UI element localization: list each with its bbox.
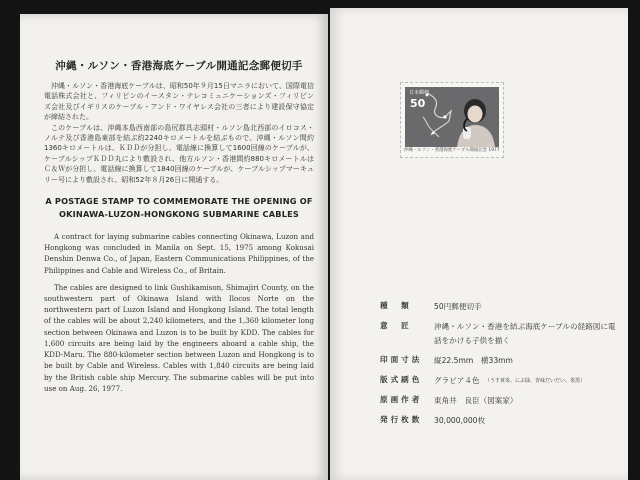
detail-key: 版式刷色 xyxy=(380,375,423,384)
jp-paragraph-2: このケーブルは、沖縄本島西南部の島尻郡具志頭村・ルソン島北西部のイロコス・ノルテ及び香港島東部を結ぶ約2240キロメートルを結ぶもので、沖縄・ルソン間約1360キロメートルは、ＫＤＤが分担し、電話線に換算して1600回線のケーブルが、ケーブルシップＫＤＤ丸により敷設され、他方ルソン・香港間約880キロメートルはＣ＆Ｗが分担し、電話線に換算して1840回線のケーブルが、ケーブルシップマーキュリー号により敷設され、昭和52年８月26日に開通する。 xyxy=(44,123,314,184)
jp-paragraph-1: 沖縄・ルソン・香港海底ケーブルは、昭和50年９月15日マニラにおいて、国際電信電話株式会社と、フィリピンのイースタン・テレコミュニケーションズ・フィリピンズ会社及びイギリスのケーブル・アンド・ワイヤレス会社の三者により建設保守協定が締結された。 xyxy=(44,82,314,122)
stamp-caption: 沖縄・ルソン・香港海底ケーブル開通記念 1977 xyxy=(404,148,500,153)
detail-row-size xyxy=(380,354,620,368)
en-title: A POSTAGE STAMP TO COMMEMORATE THE OPENING OF OKINAWA-LUZON-HONGKONG SUBMARINE CABLES xyxy=(45,196,313,220)
stamp-country: 日本郵便 xyxy=(409,90,430,96)
detail-value: 沖縄・ルソン・香港を結ぶ海底ケーブルの経路図に電話をかける子供を描く xyxy=(434,322,616,345)
jp-title: 沖縄・ルソン・香港海底ケーブル開通記念郵便切手 xyxy=(55,60,303,72)
en-paragraph-1: A contract for laying submarine cables connecting Okinawa, Luzon and Hongkong was concluded in Manila on Sept. 15, 1975 among Kokusai Denshin Denwa Co., of Japan, Eastern Communications Philippines, of the Philippines and Cable and Wireless Co., of Britain. xyxy=(44,232,314,275)
detail-value: 50円郵便切手 xyxy=(434,302,482,311)
detail-row-artist xyxy=(380,394,620,408)
detail-key: 種 類 xyxy=(380,301,412,310)
detail-value: 30,000,000枚 xyxy=(434,416,486,425)
detail-row-design xyxy=(380,320,620,348)
stamp-artwork xyxy=(405,87,499,147)
detail-note: （うす黄茶、にぶ緑、青味だいだい、茶黒） xyxy=(484,378,585,384)
detail-key: 発行枚数 xyxy=(380,415,423,424)
stamp-details xyxy=(380,300,620,434)
detail-value: 縦22.5mm 横33mm xyxy=(434,356,513,365)
detail-key: 印面寸法 xyxy=(380,355,423,364)
en-paragraph-2: The cables are designed to link Gushikamison, Shimajiri County, on the southwestern part of Okinawa Island with Ilocos Norte on the northwestern part of Luzon Island and Hongkong Island. The total length of the cables will be about 2,240 kilometers, and the 1,360 kilometer long section between Okinawa and Luzon is to be built by KDD. The cables for 1,600 circuits are being laid by the engineers aboard a cable ship, the KDD-Maru. The 880-kilometer section between Luzon and Hongkong is to be built by Cable and Wireless. Cables with 1,840 circuits are being laid by the British cable ship Mercury. The submarine cables will be put into use on Aug. 26, 1977. xyxy=(44,282,314,393)
detail-row-printing xyxy=(380,374,620,388)
detail-key: 意 匠 xyxy=(380,321,412,330)
right-page xyxy=(330,8,628,480)
detail-value: 東角井 良臣（図案家） xyxy=(434,396,518,405)
stamp xyxy=(400,82,504,158)
detail-row-quantity xyxy=(380,414,620,428)
map-and-child-illustration xyxy=(405,87,499,147)
left-page xyxy=(20,14,328,480)
detail-key: 原画作者 xyxy=(380,395,423,404)
detail-value: グラビア４色 xyxy=(434,376,480,385)
detail-row-type xyxy=(380,300,620,314)
stamp-value: 50 xyxy=(410,97,426,110)
